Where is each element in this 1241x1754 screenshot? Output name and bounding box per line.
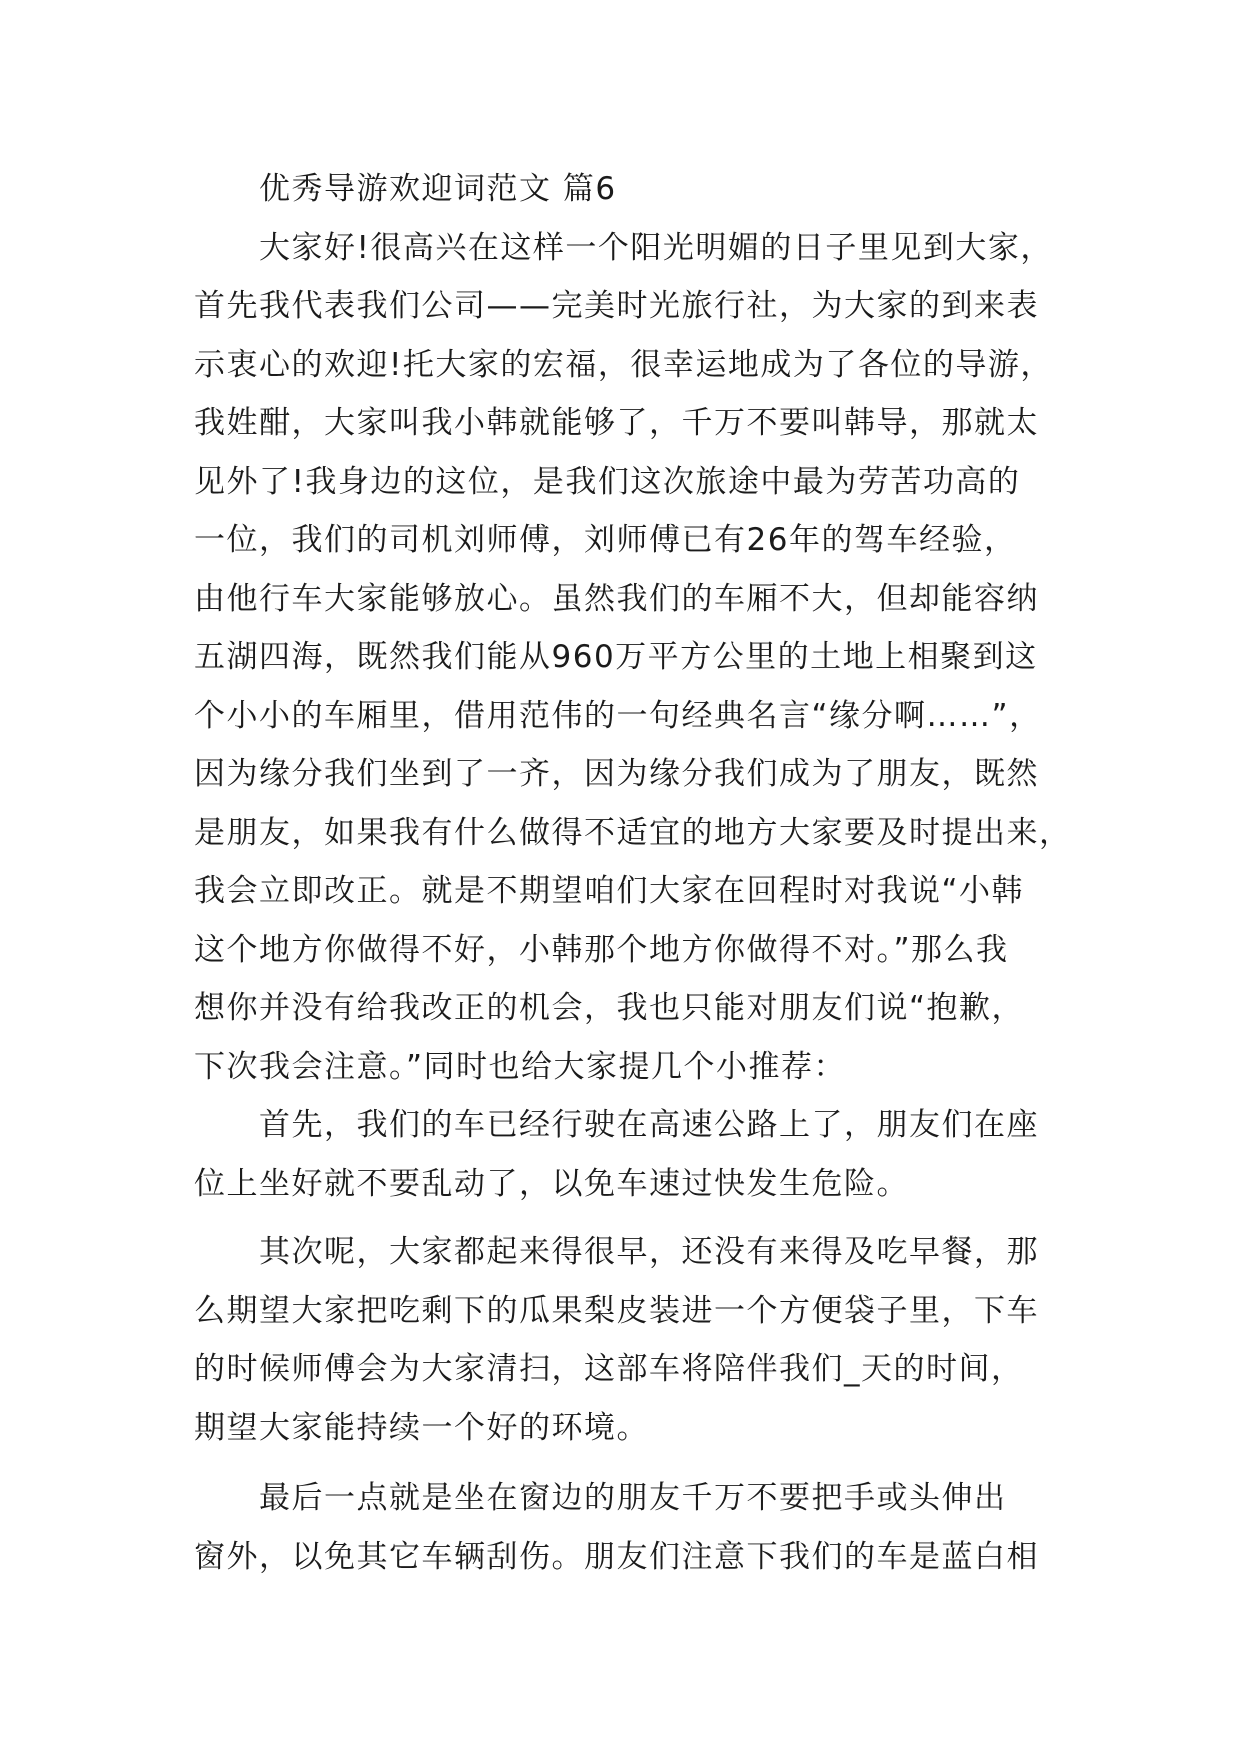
document-body [194,160,1072,1586]
paragraph-line: 这个地方你做得不好，小韩那个地方你做得不对。”那么我 [194,931,1009,968]
paragraph-line: 由他行车大家能够放心。虽然我们的车厢不大，但却能容纳 [194,580,1039,617]
paragraph-line: 我姓酣，大家叫我小韩就能够了，千万不要叫韩导，那就太 [194,405,1039,441]
paragraph-line: 窗外，以免其它车辆刮伤。朋友们注意下我们的车是蓝白相 [194,1538,1039,1575]
paragraph-line: 个小小的车厢里，借用范伟的一句经典名言“缘分啊……”， [194,697,1042,734]
paragraph-line: 的时候师傅会为大家清扫，这部车将陪伴我们_天的时间， [194,1351,1024,1387]
paragraph-line: 示衷心的欢迎!托大家的宏福，很幸运地成为了各位的导游， [194,346,1053,383]
document-title-text: 优秀导游欢迎词范文 篇6 [259,171,617,207]
paragraph-gap [194,1213,1054,1223]
paragraph-line: 五湖四海，既然我们能从960万平方公里的土地上相聚到这 [194,639,1038,675]
paragraph-line: 最后一点就是坐在窗边的朋友千万不要把手或头伸出 [194,1480,1007,1516]
paragraph-gap [194,1457,1054,1469]
paragraph-line: 下次我会注意。”同时也给大家提几个小推荐： [194,1048,847,1085]
paragraph-line: 是朋友，如果我有什么做得不适宜的地方大家要及时提出来， [194,814,1072,851]
paragraph-line: 位上坐好就不要乱动了，以免车速过快发生危险。 [194,1165,909,1202]
paragraph-line: 么期望大家把吃剩下的瓜果梨皮装进一个方便袋子里，下车 [194,1292,1039,1329]
paragraph-line: 期望大家能持续一个好的环境。 [194,1409,649,1446]
paragraph-line: 首先我代表我们公司——完美时光旅行社，为大家的到来表 [194,288,1039,324]
paragraph-line: 一位，我们的司机刘师傅，刘师傅已有26年的驾车经验， [194,522,1017,558]
paragraph-line: 其次呢，大家都起来得很早，还没有来得及吃早餐，那 [194,1234,1039,1270]
paragraph-line: 因为缘分我们坐到了一齐，因为缘分我们成为了朋友，既然 [194,756,1039,792]
paragraph-line: 大家好!很高兴在这样一个阳光明媚的日子里见到大家， [194,229,1053,266]
paragraph-line: 想你并没有给我改正的机会，我也只能对朋友们说“抱歉， [194,990,1025,1026]
paragraph-line: 见外了!我身边的这位，是我们这次旅途中最为劳苦功高的 [194,463,1021,500]
document-title [194,160,1054,219]
paragraph-line: 首先，我们的车已经行驶在高速公路上了，朋友们在座 [194,1107,1039,1143]
paragraph-line: 我会立即改正。就是不期望咱们大家在回程时对我说“小韩 [194,873,1025,909]
